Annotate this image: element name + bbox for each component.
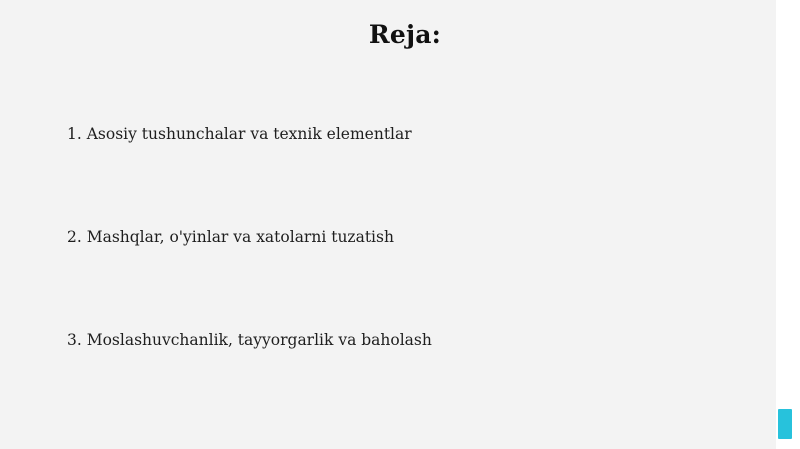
vertical-scrollbar[interactable] — [776, 0, 800, 449]
agenda-item: 2. Mashqlar, o'yinlar va xatolarni tuzatish — [67, 228, 394, 246]
scrollbar-thumb[interactable] — [778, 409, 792, 439]
slide-title: Reja: — [368, 20, 442, 49]
agenda-item: 1. Asosiy tushunchalar va texnik elementlar — [67, 125, 412, 143]
agenda-item: 3. Moslashuvchanlik, tayyorgarlik va baholash — [67, 331, 432, 349]
